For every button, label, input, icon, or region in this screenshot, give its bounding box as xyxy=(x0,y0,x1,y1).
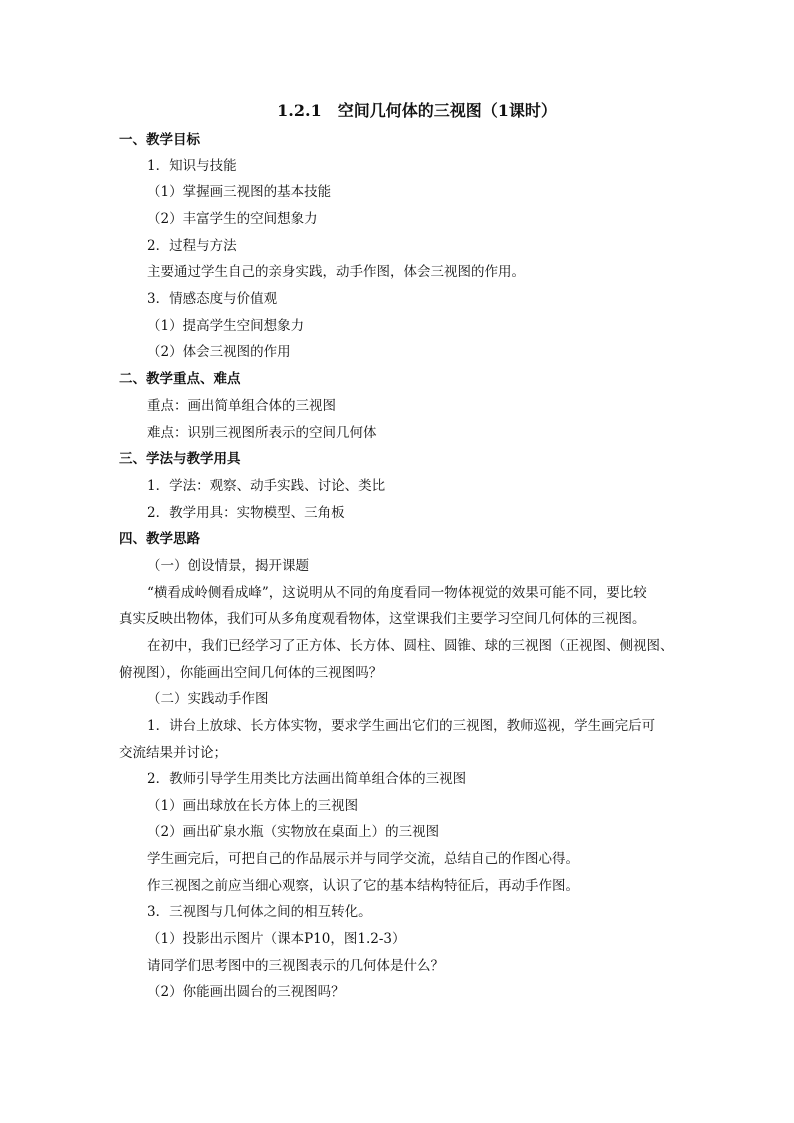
text-line: （2）体会三视图的作用 xyxy=(147,344,291,360)
text-line: （1）投影出示图片（课本P10，图1.2-3） xyxy=(147,931,406,947)
text-line: 难点：识别三视图所表示的空间几何体 xyxy=(147,425,377,441)
section-heading: 四、教学思路 xyxy=(119,531,200,547)
text-line: （1）掌握画三视图的基本技能 xyxy=(147,184,332,200)
text-line: 2．教学用具：实物模型、三角板 xyxy=(147,505,345,521)
text-line: 作三视图之前应当细心观察，认识了它的基本结构特征后，再动手作图。 xyxy=(147,878,579,894)
text-line: “横看成岭侧看成峰”，这说明从不同的角度看同一物体视觉的效果可能不同，要比较 xyxy=(147,585,647,601)
text-line: 请同学们思考图中的三视图表示的几何体是什么？ xyxy=(147,958,444,974)
text-line: （2）画出矿泉水瓶（实物放在桌面上）的三视图 xyxy=(147,824,440,840)
text-line: 2．教师引导学生用类比方法画出简单组合体的三视图 xyxy=(147,771,467,787)
text-line: 2．过程与方法 xyxy=(147,238,237,254)
text-line: （一）创设情景，揭开课题 xyxy=(147,558,309,574)
text-line: 1．学法：观察、动手实践、讨论、类比 xyxy=(147,478,386,494)
text-line: 重点：画出简单组合体的三视图 xyxy=(147,398,336,414)
text-line: 真实反映出物体，我们可从多角度观看物体，这堂课我们主要学习空间几何体的三视图。 xyxy=(119,611,646,627)
text-line: （1）画出球放在长方体上的三视图 xyxy=(147,798,359,814)
text-line: （2）丰富学生的空间想象力 xyxy=(147,211,318,227)
section-heading: 一、教学目标 xyxy=(119,132,200,148)
section-heading: 三、学法与教学用具 xyxy=(119,451,241,467)
text-line: 1．知识与技能 xyxy=(147,158,237,174)
text-line: （二）实践动手作图 xyxy=(147,691,269,707)
document-title: 1.2.1 空间几何体的三视图（1课时） xyxy=(277,101,557,120)
text-line: 主要通过学生自己的亲身实践，动手作图，体会三视图的作用。 xyxy=(147,264,525,280)
text-line: 3．情感态度与价值观 xyxy=(147,291,278,307)
text-line: 1．讲台上放球、长方体实物，要求学生画出它们的三视图，教师巡视，学生画完后可 xyxy=(147,718,656,734)
text-line: 在初中，我们已经学习了正方体、长方体、圆柱、圆锥、球的三视图（正视图、侧视图、 xyxy=(147,638,674,654)
section-heading: 二、教学重点、难点 xyxy=(119,371,241,387)
text-line: （1）提高学生空间想象力 xyxy=(147,318,305,334)
text-line: 学生画完后，可把自己的作品展示并与同学交流，总结自己的作图心得。 xyxy=(147,851,579,867)
text-line: 俯视图），你能画出空间几何体的三视图吗？ xyxy=(119,665,383,681)
text-line: （2）你能画出圆台的三视图吗？ xyxy=(147,984,345,1000)
text-line: 3．三视图与几何体之间的相互转化。 xyxy=(147,904,372,920)
text-line: 交流结果并讨论； xyxy=(119,745,227,761)
